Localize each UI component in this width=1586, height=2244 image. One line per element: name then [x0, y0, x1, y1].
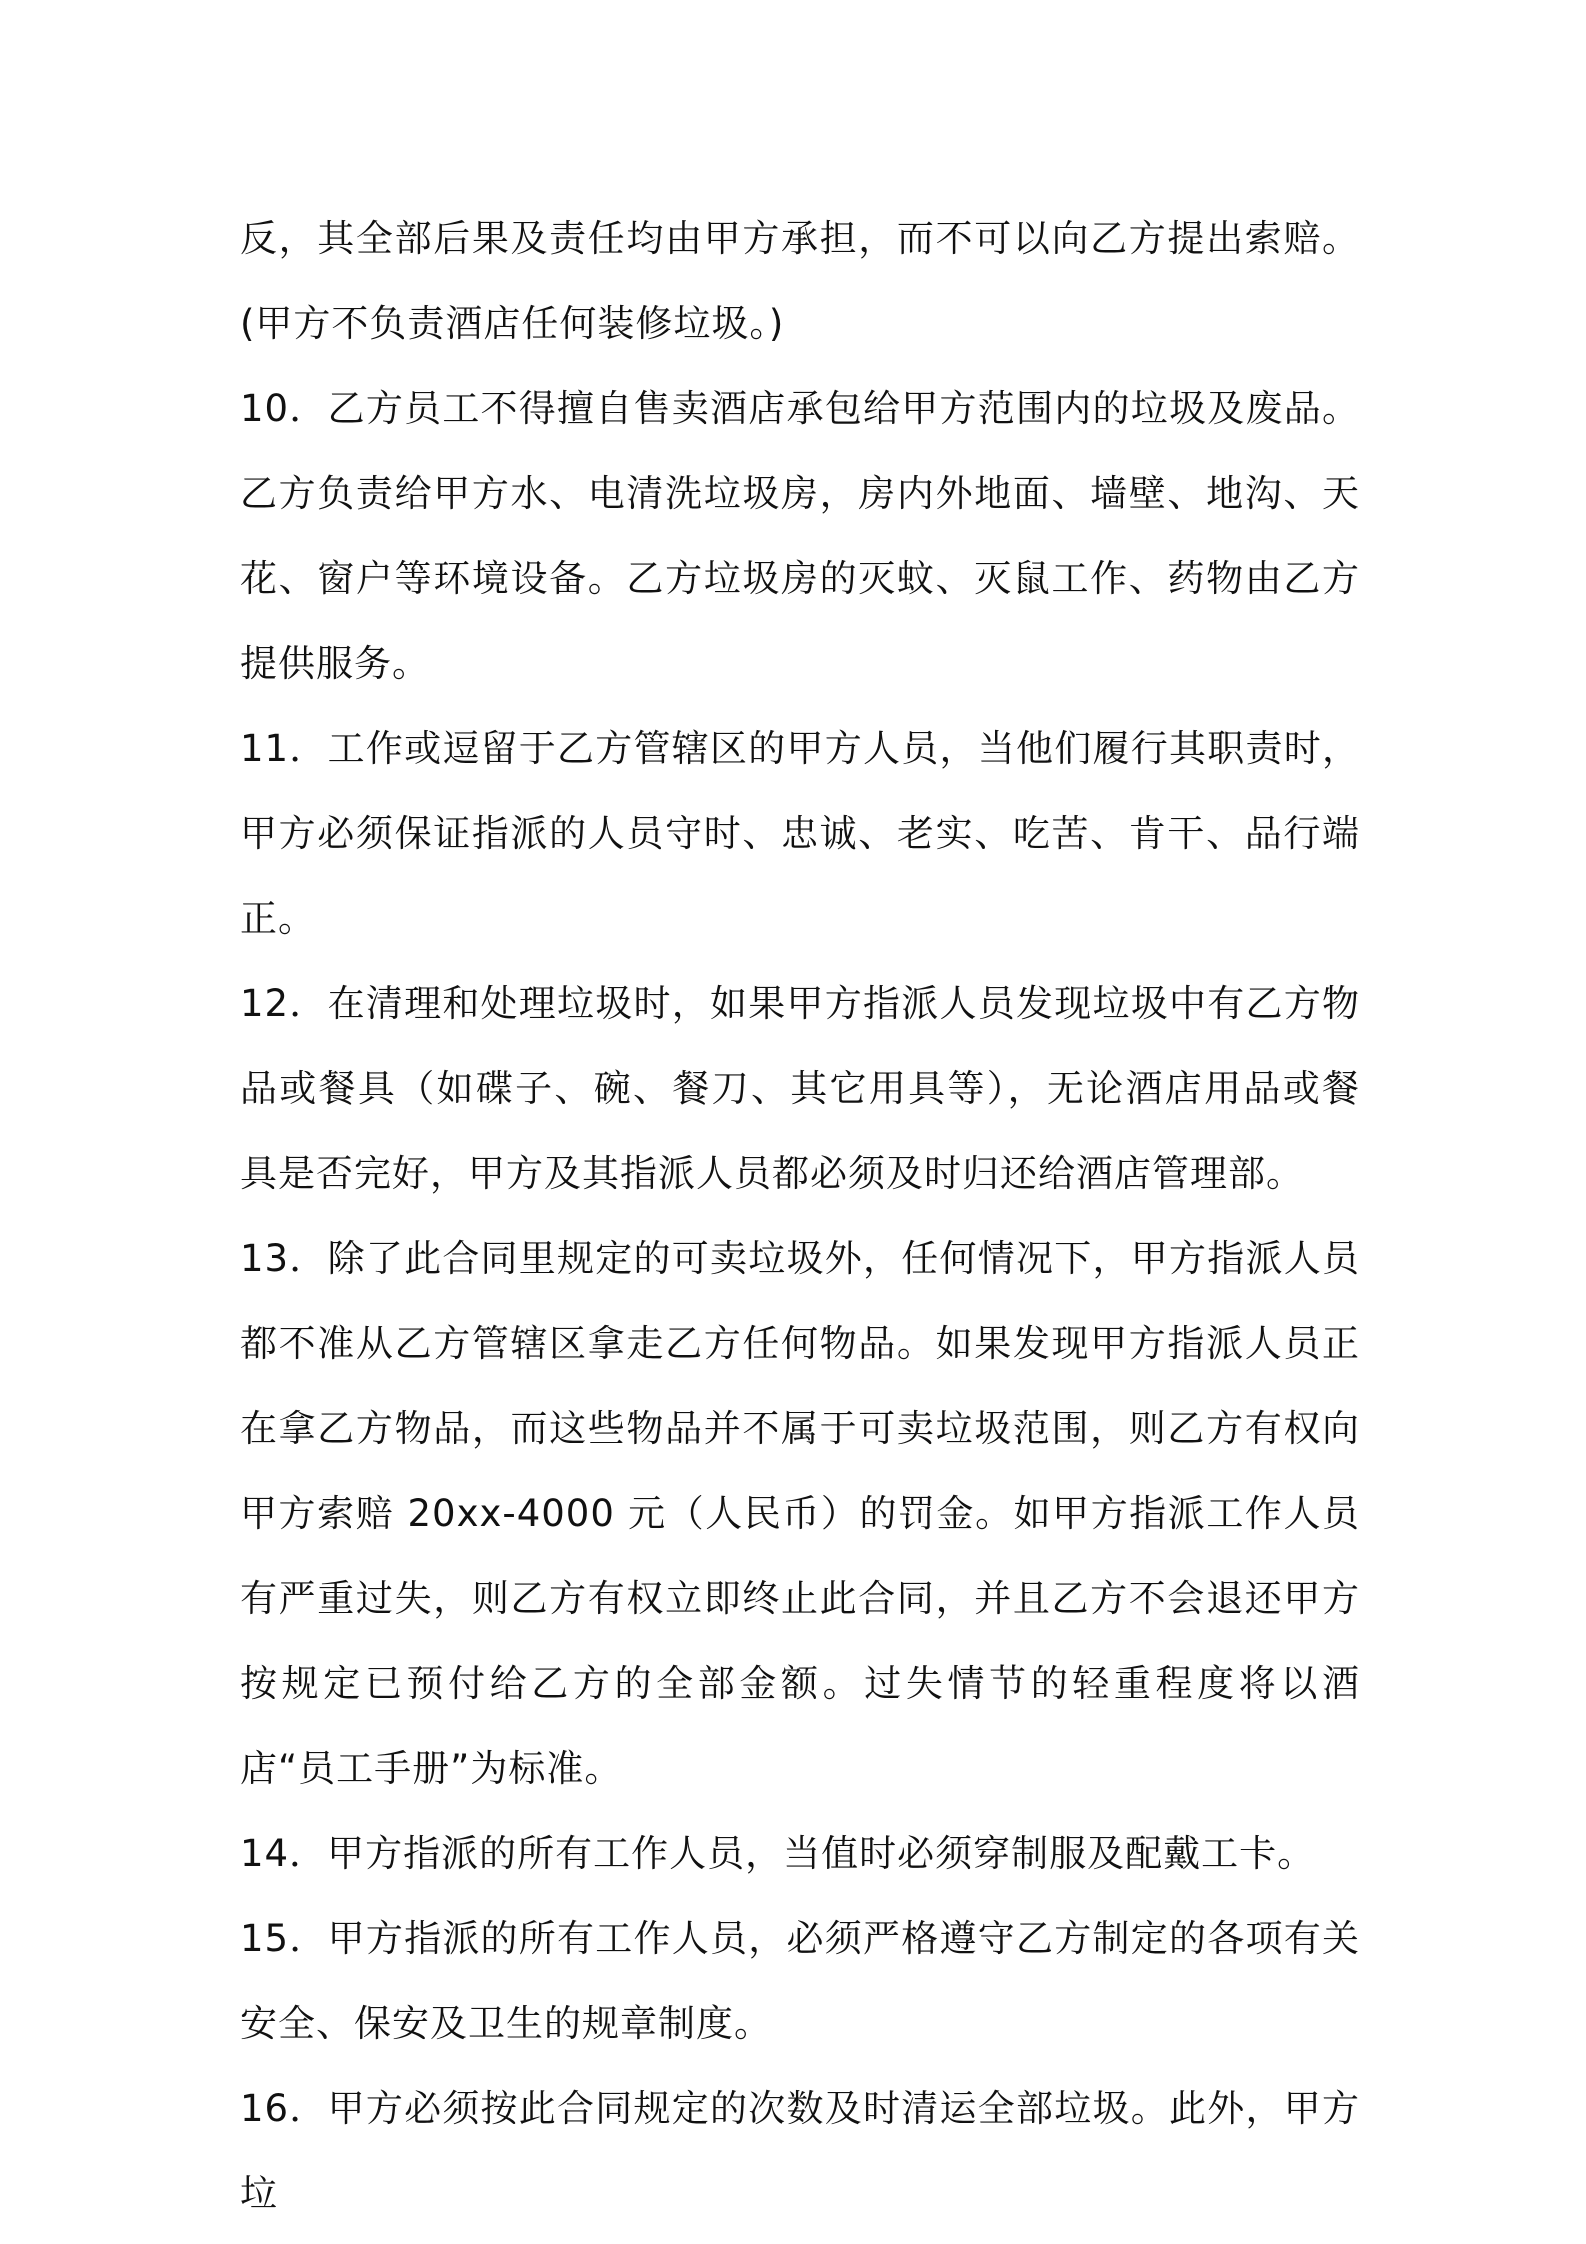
- clause-11: 11．工作或逗留于乙方管辖区的甲方人员，当他们履行其职责时，甲方必须保证指派的人员守时、忠诚、老实、吃苦、肯干、品行端正。: [240, 727, 1360, 940]
- clause-14: 14．甲方指派的所有工作人员，当值时必须穿制服及配戴工卡。: [240, 1832, 1316, 1875]
- paragraph-continuation: 反，其全部后果及责任均由甲方承担，而不可以向乙方提出索赔。(甲方不负责酒店任何装修垃圾。): [240, 217, 1360, 345]
- clause-10: 10．乙方员工不得擅自售卖酒店承包给甲方范围内的垃圾及废品。乙方负责给甲方水、电清洗垃圾房，房内外地面、墙壁、地沟、天花、窗户等环境设备。乙方垃圾房的灭蚊、灭鼠工作、药物由乙方提供服务。: [240, 387, 1360, 685]
- clause-12: 12．在清理和处理垃圾时，如果甲方指派人员发现垃圾中有乙方物品或餐具（如碟子、碗、餐刀、其它用具等），无论酒店用品或餐具是否完好，甲方及其指派人员都必须及时归还给酒店管理部。: [240, 982, 1360, 1195]
- clause-16: 16．甲方必须按此合同规定的次数及时清运全部垃圾。此外，甲方垃: [240, 2087, 1360, 2215]
- document-page: [240, 196, 1360, 2236]
- clause-13: 13．除了此合同里规定的可卖垃圾外，任何情况下，甲方指派人员都不准从乙方管辖区拿走乙方任何物品。如果发现甲方指派人员正在拿乙方物品，而这些物品并不属于可卖垃圾范围，则乙方有权向甲方索赔 20xx-4000 元（人民币）的罚金。如甲方指派工作人员有严重过失，则乙方有权立即终止此合同，并且乙方不会退还甲方按规定已预付给乙方的全部金额。过失情节的轻重程度将以酒店“员工手册”为标准。: [240, 1237, 1360, 1790]
- clause-15: 15．甲方指派的所有工作人员，必须严格遵守乙方制定的各项有关安全、保安及卫生的规章制度。: [240, 1917, 1360, 2045]
